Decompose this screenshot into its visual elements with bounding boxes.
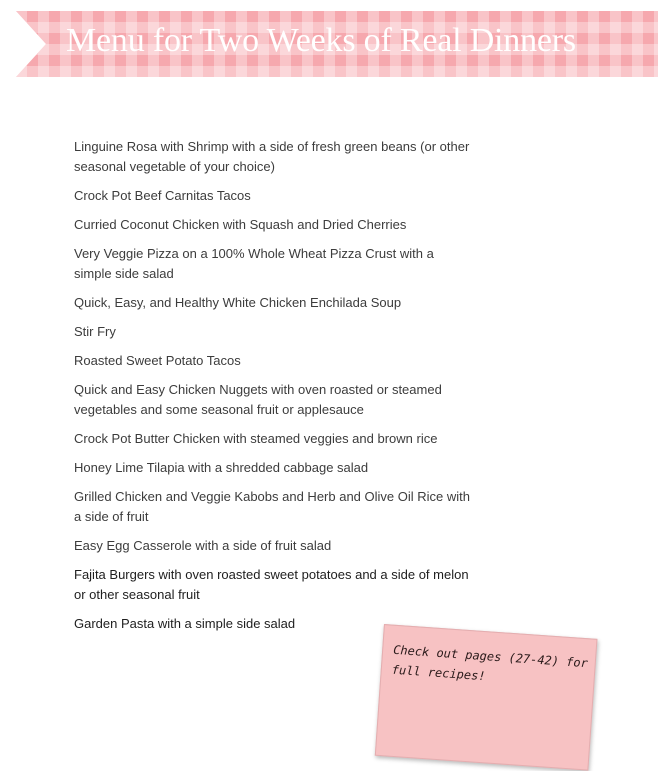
list-item: Curried Coconut Chicken with Squash and Dried Cherries xyxy=(74,217,407,232)
list-item: Linguine Rosa with Shrimp with a side of fresh green beans (or other seasonal vegetable of your choice) xyxy=(74,139,470,174)
list-item: Quick and Easy Chicken Nuggets with oven roasted or steamed vegetables and some seasonal fruit or applesauce xyxy=(74,382,442,417)
list-item: Crock Pot Beef Carnitas Tacos xyxy=(74,188,251,203)
list-item: Stir Fry xyxy=(74,324,116,339)
page-title: Menu for Two Weeks of Real Dinners xyxy=(66,22,576,59)
sticky-note xyxy=(375,624,598,771)
list-item: Very Veggie Pizza on a 100% Whole Wheat Pizza Crust with a simple side salad xyxy=(74,246,434,281)
dinner-menu-list xyxy=(74,137,474,643)
list-item: Quick, Easy, and Healthy White Chicken Enchilada Soup xyxy=(74,295,402,310)
list-item: Honey Lime Tilapia with a shredded cabbage salad xyxy=(74,460,369,475)
list-item: Grilled Chicken and Veggie Kabobs and Herb and Olive Oil Rice with a side of fruit xyxy=(74,489,470,524)
list-item: Garden Pasta with a simple side salad xyxy=(74,616,296,631)
list-item: Crock Pot Butter Chicken with steamed veggies and brown rice xyxy=(74,431,438,446)
list-item: Easy Egg Casserole with a side of fruit salad xyxy=(74,538,332,553)
sticky-note-text: Check out pages (27-42) for full recipes! xyxy=(391,642,589,684)
list-item: Roasted Sweet Potato Tacos xyxy=(74,353,241,368)
list-item: Fajita Burgers with oven roasted sweet potatoes and a side of melon or other seasonal fruit xyxy=(74,567,469,602)
